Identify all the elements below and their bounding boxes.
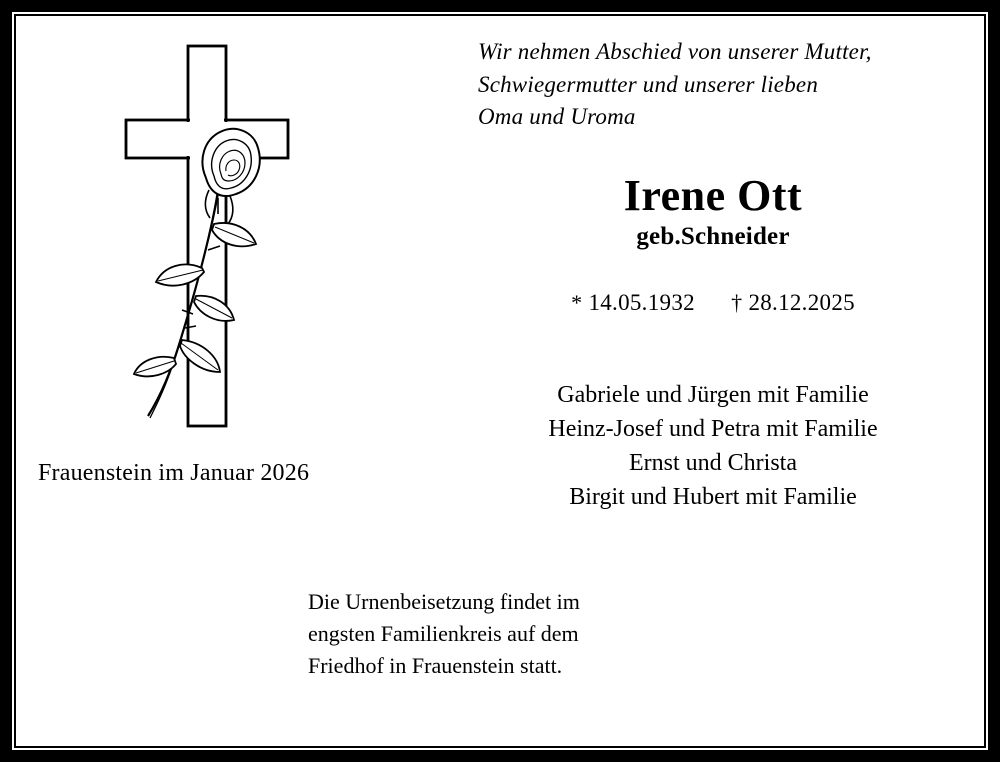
funeral-details [308, 586, 728, 682]
deceased-name: Irene Ott [623, 171, 803, 220]
survivors-list [478, 378, 948, 514]
funeral-details-line: Friedhof in Frauenstein statt. [308, 652, 563, 678]
funeral-details-line: Die Urnenbeisetzung findet im [308, 589, 580, 614]
funeral-details-line: engsten Familienkreis auf dem [308, 620, 579, 646]
survivor-line: Gabriele und Jürgen mit Familie [557, 382, 869, 408]
intro-line-1: Wir nehmen Abschied von unserer Mutter, [478, 39, 872, 64]
cross-with-rose-icon [78, 28, 338, 448]
birth-symbol-icon: * [571, 290, 583, 315]
notice-content [18, 18, 982, 744]
intro-line-2: Schwiegermutter und unserer lieben [478, 71, 819, 97]
survivor-line: Heinz-Josef und Petra mit Familie [548, 416, 878, 443]
place-and-date: Frauenstein im Januar 2026 [38, 460, 310, 486]
death-date: 28.12.2025 [748, 290, 855, 315]
deceased-name-block [478, 173, 948, 251]
survivor-line: Birgit und Hubert mit Familie [569, 484, 857, 511]
deceased-maiden-name: geb.Schneider [636, 223, 790, 251]
birth-date: 14.05.1932 [588, 290, 695, 315]
cross-symbol-icon: † [731, 290, 743, 315]
life-dates [478, 290, 948, 316]
intro-text [478, 36, 958, 134]
survivor-line: Ernst und Christa [629, 450, 797, 477]
intro-line-3: Oma und Uroma [478, 104, 636, 130]
